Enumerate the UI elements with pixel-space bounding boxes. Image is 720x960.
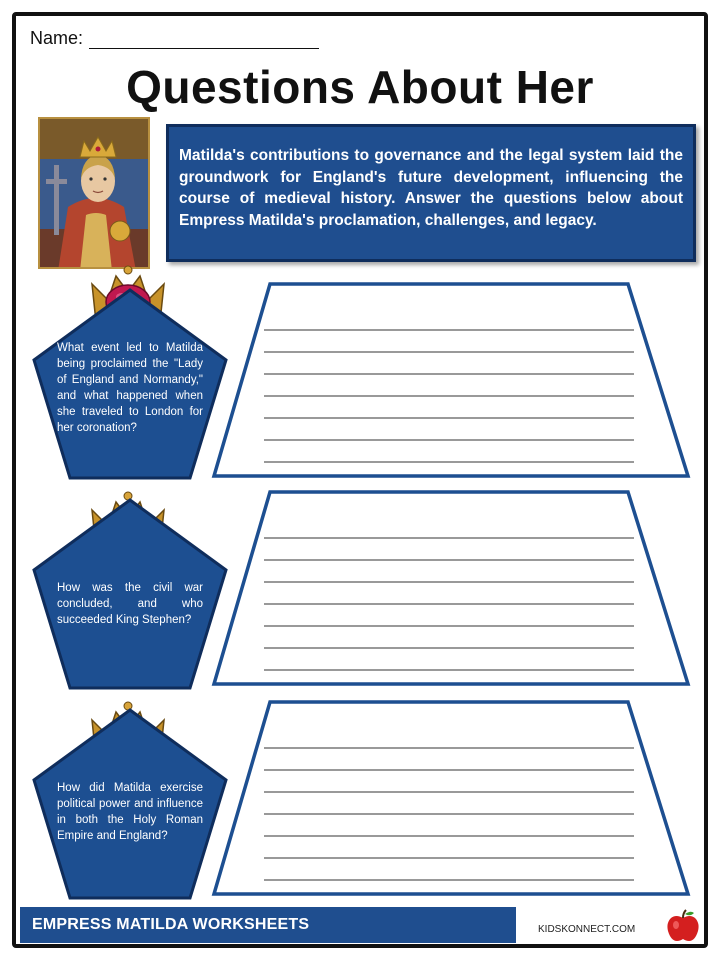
answer-box-2[interactable] xyxy=(210,488,692,686)
question-text-2: How was the civil war concluded, and who succeeded King Stephen? xyxy=(57,582,203,626)
answer-box-1[interactable] xyxy=(210,280,692,478)
intro-box: Matilda's contributions to governance and the legal system laid the groundwork for England's future development, influencing the course of medieval history. Answer the questions below about Empress Matilda's proclamation, challenges, and legacy. xyxy=(166,124,696,262)
page-title: Questions About Her xyxy=(126,61,594,113)
answer-box-3[interactable] xyxy=(210,698,692,896)
name-row xyxy=(30,28,319,49)
name-label: Name: xyxy=(30,28,84,48)
question-block-3 xyxy=(0,698,720,904)
name-input-line[interactable] xyxy=(89,31,319,49)
question-text-3: How did Matilda exercise political power and influence in both the Holy Roman Empire and England? xyxy=(57,782,203,842)
question-block-2 xyxy=(0,488,720,698)
footer-site: KIDSKONNECT.COM xyxy=(538,924,636,935)
question-text-1: What event led to Matilda being proclaimed the "Lady of England and Normandy," and what happened when she traveled to London for her coronation? xyxy=(57,342,203,434)
question-block-1 xyxy=(0,262,720,482)
apple-icon xyxy=(664,908,702,944)
matilda-portrait xyxy=(38,117,150,269)
footer-title: EMPRESS MATILDA WORKSHEETS xyxy=(20,907,516,943)
